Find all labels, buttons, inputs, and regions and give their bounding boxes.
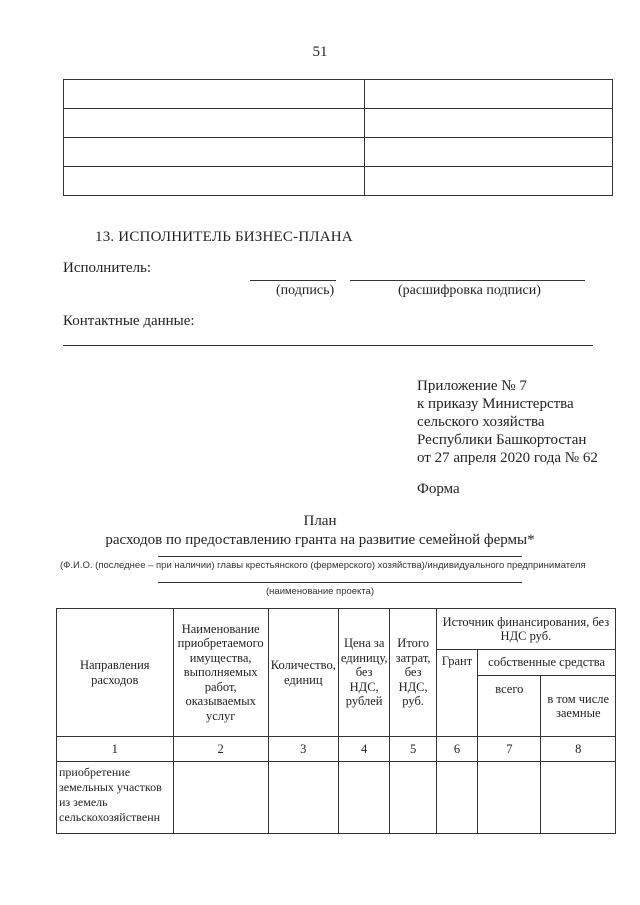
project-caption: (наименование проекта) [266,586,374,597]
form-label: Форма [417,481,460,497]
contacts-line [63,345,593,346]
column-number: 2 [173,737,268,762]
table-row [57,609,616,650]
expenses-table [56,608,616,834]
header-directions: Направления расходов [57,609,174,737]
table-cell [436,762,477,834]
column-number: 1 [57,737,174,762]
column-number: 3 [268,737,338,762]
table-row [64,109,613,138]
table-cell [541,762,616,834]
plan-subtitle: расходов по предоставлению гранта на развитие семейной фермы* [105,532,535,548]
appendix-line: Приложение № 7 [417,378,527,394]
continuation-table [63,79,613,196]
column-number: 6 [436,737,477,762]
table-cell [64,80,365,109]
column-number: 7 [478,737,541,762]
appendix-line: от 27 апреля 2020 года № 62 [417,450,598,466]
table-cell [338,762,390,834]
project-line [158,582,522,583]
header-name: Наименование приобретаемого имущества, выполняемых работ, оказываемых услуг [173,609,268,737]
table-cell [478,762,541,834]
decoding-caption: (расшифровка подписи) [398,283,541,298]
header-all: всего [478,676,541,737]
table-cell [268,762,338,834]
header-grant: Грант [436,650,477,737]
appendix-line: Республики Башкортостан [417,432,587,448]
table-cell [64,167,365,196]
contacts-label: Контактные данные: [63,313,195,329]
appendix-line: к приказу Министерства [417,396,574,412]
fio-caption: (Ф.И.О. (последнее – при наличии) главы крестьянского (фермерского) хозяйства)/индивидуального предпринимателя [60,560,586,571]
plan-title: План [303,513,337,529]
table-row [64,167,613,196]
header-funding: Источник финансирования, без НДС руб. [436,609,615,650]
table-row [64,138,613,167]
executor-label: Исполнитель: [63,260,152,276]
appendix-line: сельского хозяйства [417,414,545,430]
table-row [57,762,616,834]
table-cell [173,762,268,834]
table-cell [365,80,613,109]
direction-cell: приобретение земельных участков из земель сельскохозяйственн [57,762,174,834]
column-number: 4 [338,737,390,762]
table-row [57,737,616,762]
table-row [64,80,613,109]
table-cell [365,109,613,138]
table-cell [365,138,613,167]
table-cell [390,762,436,834]
table-cell [64,138,365,167]
appendix-block [417,377,598,467]
header-loan: в том числе заемные [541,676,616,737]
section-title: 13. ИСПОЛНИТЕЛЬ БИЗНЕС-ПЛАНА [95,229,353,245]
signature-caption: (подпись) [276,283,335,298]
table-cell [365,167,613,196]
header-total: Итого затрат, без НДС, руб. [390,609,436,737]
signature-line [250,280,336,281]
header-price: Цена за единицу, без НДС, рублей [338,609,390,737]
header-qty: Количество, единиц [268,609,338,737]
table-cell [64,109,365,138]
column-number: 8 [541,737,616,762]
header-own: собственные средства [478,650,616,676]
fio-line [158,556,522,557]
column-number: 5 [390,737,436,762]
page-number: 51 [312,44,328,60]
decoding-line [350,280,585,281]
